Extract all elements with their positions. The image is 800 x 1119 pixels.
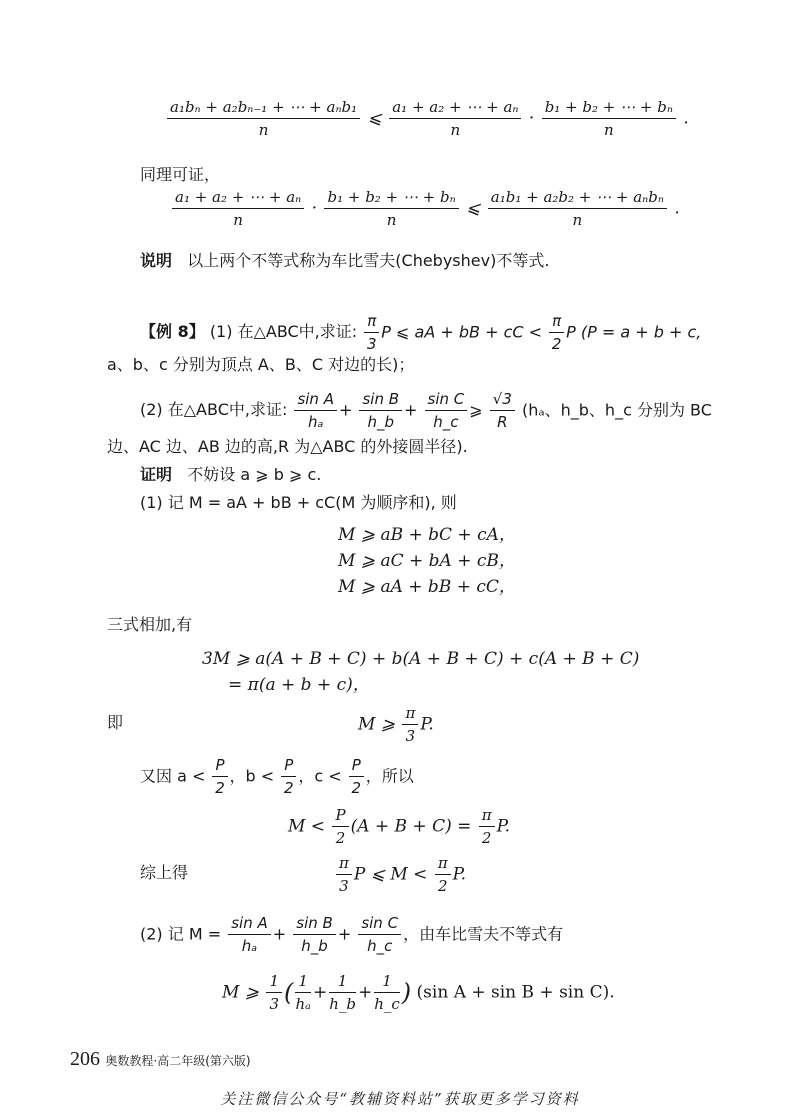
frac-a-mean: $\frac{\text{a₁ + a₂ + ⋯ + aₙ}}{n}$ bbox=[389, 98, 521, 139]
example-label: 【例 8】 bbox=[140, 322, 205, 341]
final-ineq: M ⩾ $\frac{1}{3}$ ( $\frac{1}{\text{hₐ}}$ + $\frac{1}{h\_b}$ + $\frac{1}{h\_c}$ ) (sin A + sin B + sin C). bbox=[222, 972, 615, 1013]
proof-start: 证明 不妨设 a ⩾ b ⩾ c. bbox=[140, 465, 322, 484]
frac-lhs: $\frac{\text{a₁bₙ + a₂bₙ₋₁ + ⋯ + aₙb₁}}{n}$ bbox=[167, 98, 360, 139]
summary-result: $\frac{\pi}{3}$ P ⩽ M < $\frac{\pi}{2}$ P. bbox=[334, 854, 466, 895]
example-8-part2-line2: 边、AC 边、AB 边的高,R 为△ABC 的外接圆半径). bbox=[107, 437, 468, 456]
sum-text: 三式相加,有 bbox=[107, 615, 193, 634]
proof-step2: (2) 记 M = $\frac{\text{sin A}}{\text{hₐ}}$ + $\frac{\text{sin B}}{h\_b}$ + $\frac{\text{sin C}}{h\_c}$ ，由车比雪夫不等式有 bbox=[140, 914, 564, 955]
ineq-3: M ⩾ aA + bB + cC， bbox=[338, 577, 516, 597]
example-8-part1: 【例 8】 (1) 在△ABC中,求证: $\frac{\pi}{3}$ P ⩽ aA + bB + cC < $\frac{\pi}{2}$ P (P = a + b + c, bbox=[140, 312, 702, 353]
chebyshev-ineq-2: $\frac{\text{a₁ + a₂ + ⋯ + aₙ}}{n}$ · $\frac{\text{b₁ + b₂ + ⋯ + bₙ}}{n}$ ⩽ $\frac{\text{a₁b₁ + a₂b₂ + ⋯ + aₙbₙ}}{n}$ . bbox=[170, 188, 680, 229]
text-similar-proof: 同理可证， bbox=[140, 165, 221, 184]
page-number: 206 bbox=[70, 1048, 100, 1070]
note-text: 以上两个不等式称为车比雪夫(Chebyshev)不等式. bbox=[187, 251, 550, 270]
ji-label: 即 bbox=[107, 713, 124, 732]
book-title: 奥数教程·高二年级(第六版) bbox=[105, 1054, 251, 1068]
example-8-part1-line2: a、b、c 分别为顶点 A、B、C 对边的长)； bbox=[107, 355, 415, 374]
frac-b-mean: $\frac{\text{b₁ + b₂ + ⋯ + bₙ}}{n}$ bbox=[542, 98, 676, 139]
chebyshev-ineq-1: $\frac{\text{a₁bₙ + a₂bₙ₋₁ + ⋯ + aₙb₁}}{n}$ ⩽ $\frac{\text{a₁ + a₂ + ⋯ + aₙ}}{n}$ · $\frac{\text{b₁ + b₂ + ⋯ + bₙ}}{n}$ . bbox=[165, 98, 689, 139]
m-lt-result: M < $\frac{P}{2}$ (A + B + C) = $\frac{\pi}{2}$ P. bbox=[288, 806, 511, 847]
sum-eq-2: = π(a + b + c)， bbox=[228, 675, 370, 695]
also-since: 又因 a < $\frac{P}{2}$ ，b < $\frac{P}{2}$ ，c < $\frac{P}{2}$ ，所以 bbox=[140, 756, 414, 797]
sum-eq-1: 3M ⩾ a(A + B + C) + b(A + B + C) + c(A + B + C) bbox=[202, 649, 640, 669]
proof-label: 证明 bbox=[140, 465, 173, 484]
note-label: 说明 bbox=[140, 251, 173, 270]
proof-step1: (1) 记 M = aA + bB + cC(M 为顺序和), 则 bbox=[140, 493, 457, 512]
footer bbox=[70, 1048, 251, 1072]
watermark: 关注微信公众号“教辅资料站”获取更多学习资料 bbox=[220, 1090, 580, 1108]
ineq-1: M ⩾ aB + bC + cA， bbox=[338, 525, 516, 545]
note bbox=[140, 250, 549, 272]
example-8-part2: (2) 在△ABC中,求证: $\frac{\text{sin A}}{\text{hₐ}}$ + $\frac{\text{sin B}}{h\_b}$ + $\frac{\text{sin C}}{h\_c}$ ⩾ $\frac{√3}{R}$ (hₐ、h_b、h_c 分别为 BC bbox=[140, 390, 712, 431]
m-geq-result: M ⩾ $\frac{\pi}{3}$ P. bbox=[358, 704, 434, 745]
ineq-2: M ⩾ aC + bA + cB， bbox=[338, 551, 516, 571]
summary-label: 综上得 bbox=[140, 863, 189, 882]
